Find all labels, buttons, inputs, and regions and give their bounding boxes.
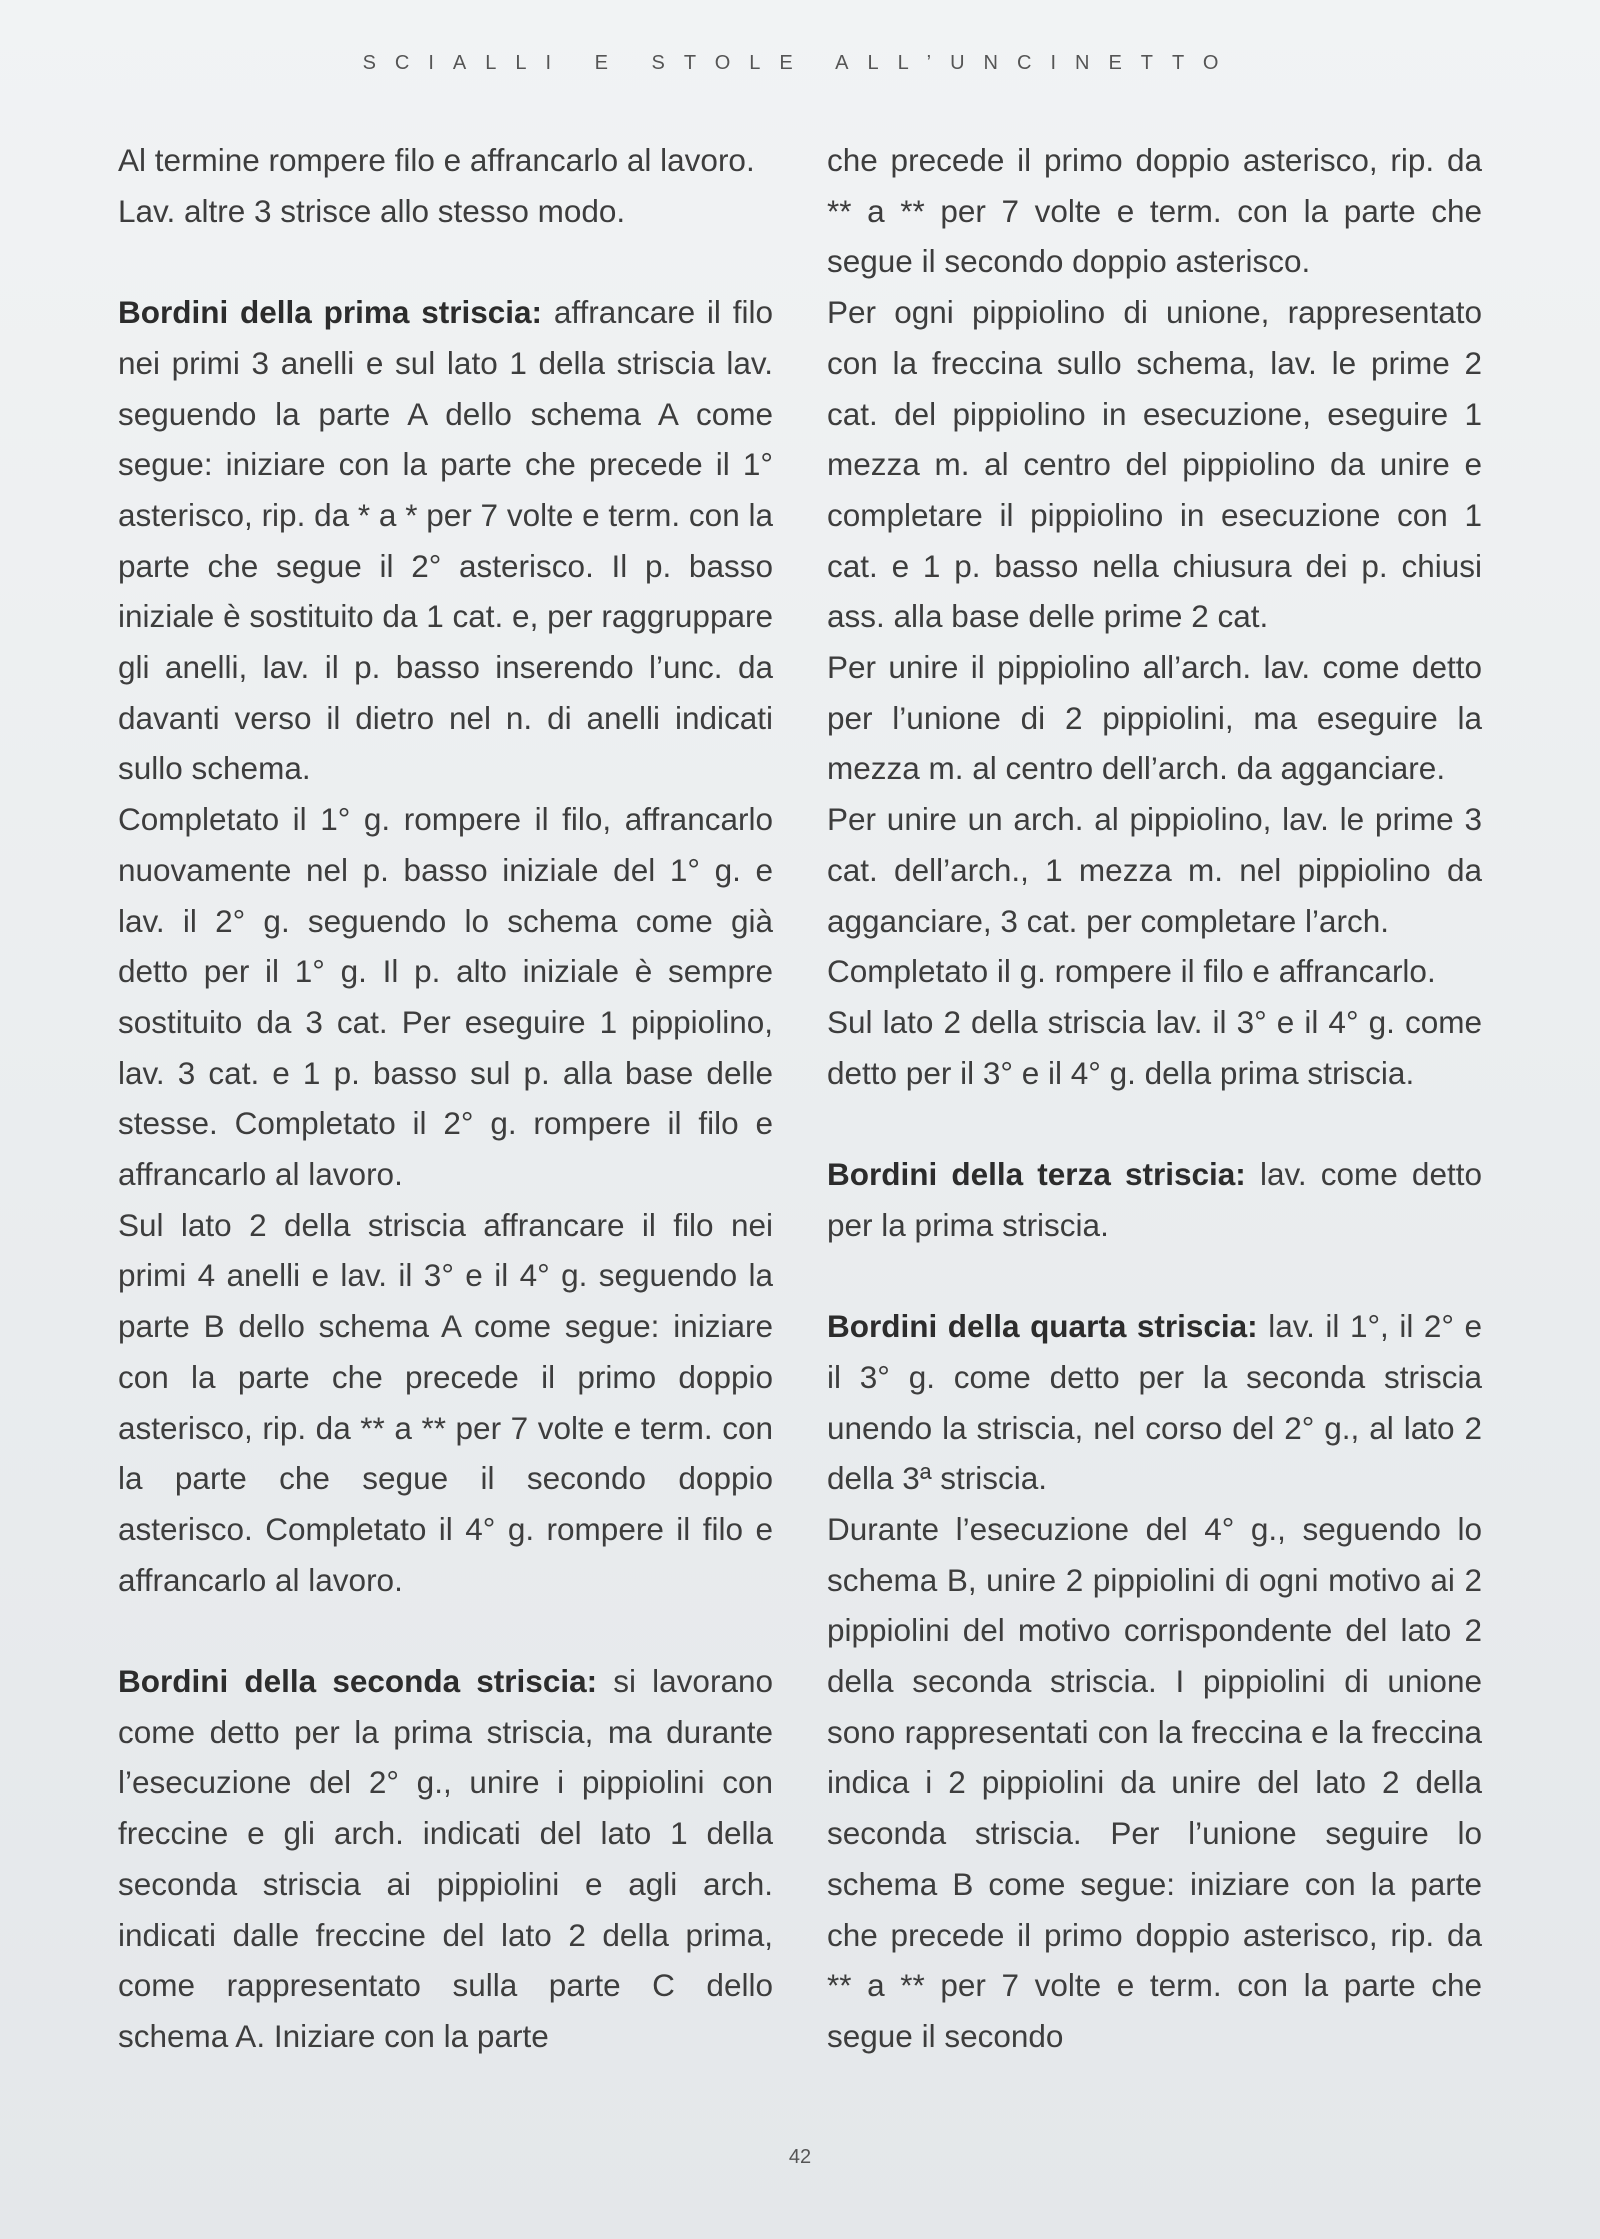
right-column [827,135,1482,2062]
paragraph-gap [827,1250,1482,1301]
body-paragraph: Sul lato 2 della striscia affrancare il filo nei primi 4 anelli e lav. il 3° e il 4° g. seguendo la parte B dello schema A come segue: iniziare con la parte che precede il primo doppio asterisco, rip. da ** a ** per 7 volte e term. con la parte che segue il secondo doppio asterisco. Completato il 4° g. rompere il filo e affrancarlo al lavoro. [118,1206,773,1598]
left-column [118,135,773,2062]
section-paragraph [118,287,773,794]
body-paragraph: Completato il 1° g. rompere il filo, affrancarlo nuovamente nel p. basso iniziale del 1° g. e lav. il 2° g. seguendo lo schema come già detto per il 1° g. Il p. alto iniziale è sempre sostituito da 3 cat. Per eseguire 1 pippiolino, lav. 3 cat. e 1 p. basso sul p. alla base delle stesse. Completato il 2° g. rompere il filo e affrancarlo al lavoro. [118,801,773,1193]
body-paragraph: Al termine rompere filo e affrancarlo al lavoro. [118,142,755,178]
body-paragraph: Lav. altre 3 strisce allo stesso modo. [118,192,626,229]
paragraph-gap [118,1605,773,1656]
running-header: SCIALLI E STOLE ALL’UNCINETTO [362,52,1238,74]
section-body: lav. il 1°, il 2° e il 3° g. come detto per la seconda striscia unendo la striscia, nel corso del 2° g., al lato 2 della 3ª striscia. [827,1308,1483,1497]
body-paragraph: Durante l’esecuzione del 4° g., seguendo lo schema B, unire 2 pippiolini di ogni motivo ai 2 pippiolini del motivo corrispondente del lato 2 della seconda striscia. I pippiolini di unione sono rappresentati con la freccina e la freccina indica i 2 pippiolini da unire del lato 2 della seconda striscia. Per l’unione seguire lo schema B come segue: iniziare con la parte che precede il primo doppio asterisco, rip. da ** a ** per 7 volte e term. con la parte che segue il secondo [827,1510,1482,2054]
body-paragraph: Per unire il pippiolino all’arch. lav. come detto per l’unione di 2 pippiolini, ma eseguire la mezza m. al centro dell’arch. da agganciare. [827,649,1482,787]
paragraph-gap [827,1098,1482,1149]
section-paragraph [827,1149,1482,1250]
section-body: affrancare il filo nei primi 3 anelli e sul lato 1 della striscia lav. seguendo la parte A dello schema A come segue: iniziare con la parte che precede il 1° asterisco, rip. da * a * per 7 volte e term. con la parte che segue il 2° asterisco. Il p. basso iniziale è sostituito da 1 cat. e, per raggruppare gli anelli, lav. il p. basso inserendo l’unc. da davanti verso il dietro nel n. di anelli indicati sullo schema. [118,294,773,787]
section-paragraph [827,1301,1482,1504]
body-paragraph: Completato il g. rompere il filo e affrancarlo. [827,953,1436,990]
paragraph-gap [118,236,773,287]
section-heading: Bordini della seconda striscia: [118,1663,598,1700]
section-heading: Bordini della terza striscia: [827,1156,1246,1193]
section-heading: Bordini della prima striscia: [118,294,543,331]
section-body: lav. come detto per la prima striscia. [827,1156,1482,1243]
section-heading: Bordini della quarta striscia: [827,1308,1258,1345]
section-paragraph [118,1656,773,2062]
body-paragraph: che precede il primo doppio asterisco, rip. da ** a ** per 7 volte e term. con la parte che segue il secondo doppio asterisco. [827,142,1482,280]
body-paragraph: Per unire un arch. al pippiolino, lav. le prime 3 cat. dell’arch., 1 mezza m. nel pippiolino da agganciare, 3 cat. per completare l’arch. [827,801,1482,939]
page-number: 42 [788,2146,812,2168]
section-body: si lavorano come detto per la prima striscia, ma durante l’esecuzione del 2° g., unire i pippiolini con freccine e gli arch. indicati del lato 1 della seconda striscia ai pippiolini e agli arch. indicati dalle freccine del lato 2 della prima, come rappresentato sulla parte C dello schema A. Iniziare con la parte [118,1663,773,2054]
body-paragraph: Per ogni pippiolino di unione, rappresentato con la freccina sullo schema, lav. le prime 2 cat. del pippiolino in esecuzione, eseguire 1 mezza m. al centro del pippiolino da unire e completare il pippiolino in esecuzione con 1 cat. e 1 p. basso nella chiusura dei p. chiusi ass. alla base delle prime 2 cat. [827,294,1482,635]
body-paragraph: Sul lato 2 della striscia lav. il 3° e il 4° g. come detto per il 3° e il 4° g. della prima striscia. [827,1003,1482,1091]
